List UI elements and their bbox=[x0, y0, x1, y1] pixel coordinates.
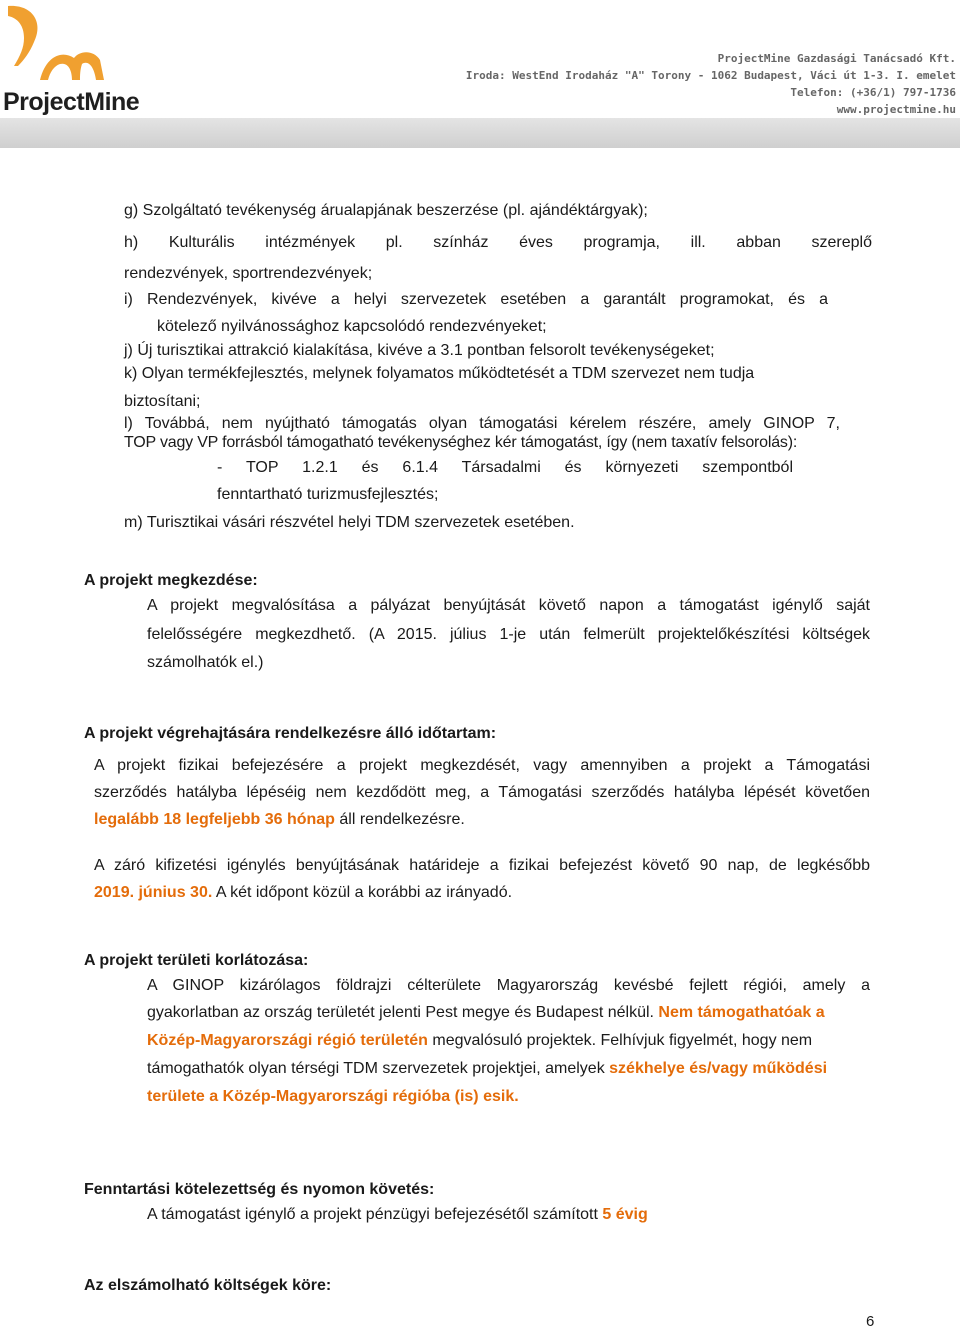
idotartam-line bbox=[94, 884, 512, 902]
idotartam-line bbox=[94, 811, 465, 829]
fenntartasi-line bbox=[147, 1206, 648, 1224]
company-name: ProjectMine Gazdasági Tanácsadó Kft. bbox=[717, 52, 956, 65]
section-heading-koltsegek: Az elszámolható költségek köre: bbox=[84, 1277, 332, 1294]
page-number: 6 bbox=[866, 1313, 875, 1330]
restriction-highlight: területe a Közép-Magyarországi régióba (is) esik. bbox=[147, 1088, 519, 1105]
restriction-highlight: székhelye és/vagy működési bbox=[609, 1060, 828, 1077]
list-item-l-cont: TOP vagy VP forrásból támogatható tevékenységhez kér támogatást, így (nem taxatív felsorolás): bbox=[124, 434, 798, 451]
list-item-j: j) Új turisztikai attrakció kialakítása, kivéve a 3.1 pontban felsorolt tevékenységeket; bbox=[124, 342, 715, 359]
section-heading-teruleti: A projekt területi korlátozása: bbox=[84, 952, 309, 969]
fenntartasi-text: A támogatást igénylő a projekt pénzügyi befejezésétől számított bbox=[147, 1206, 603, 1223]
teruleti-line bbox=[147, 1004, 825, 1022]
sub-item-top-cont: fenntartható turizmusfejlesztés; bbox=[217, 486, 439, 503]
list-item-l: l) Továbbá, nem nyújtható támogatás olyan támogatási kérelem részére, amely GINOP 7, bbox=[124, 415, 840, 432]
section-heading-kezdes: A projekt megkezdése: bbox=[84, 572, 258, 589]
restriction-highlight: Nem támogathatóak a bbox=[658, 1004, 825, 1021]
teruleti-text: gyakorlatban az ország területét jelenti Pest megye és Budapest nélkül. bbox=[147, 1004, 659, 1021]
section-heading-idotartam: A projekt végrehajtására rendelkezésre álló időtartam: bbox=[84, 725, 497, 742]
company-web: www.projectmine.hu bbox=[836, 103, 956, 116]
teruleti-line: A GINOP kizárólagos földrajzi célterülete Magyarország kevésbé fejlett régiói, amely a bbox=[147, 977, 870, 994]
kezdes-line: A projekt megvalósítása a pályázat benyújtását követő napon a támogatást igénylő saját bbox=[147, 597, 870, 614]
deadline-highlight: 2019. június 30. bbox=[94, 884, 213, 901]
sub-item-top: - TOP 1.2.1 és 6.1.4 Társadalmi és környezeti szempontból bbox=[217, 459, 793, 476]
restriction-highlight: Közép-Magyarországi régió területén bbox=[147, 1032, 428, 1049]
idotartam-text: áll rendelkezésre. bbox=[334, 811, 465, 828]
company-phone: Telefon: (+36/1) 797-1736 bbox=[790, 86, 956, 99]
teruleti-text: támogathatók olyan térségi TDM szervezetek projektjei, amelyek bbox=[147, 1060, 610, 1077]
idotartam-line: szerződés hatályba lépéséig nem kezdődött meg, a Támogatási szerződés hatályba lépését követően bbox=[94, 784, 870, 801]
list-item-i: i) Rendezvények, kivéve a helyi szervezetek esetében a garantált programokat, és a bbox=[124, 291, 828, 308]
letterhead bbox=[0, 0, 960, 148]
idotartam-line: A záró kifizetési igénylés benyújtásának határideje a fizikai befejezést követő 90 nap, de legkésőbb bbox=[94, 857, 870, 874]
idotartam-text: A két időpont közül a korábbi az irányadó. bbox=[212, 884, 513, 901]
company-address: Iroda: WestEnd Irodaház "A" Torony - 1062 Budapest, Váci út 1-3. I. emelet bbox=[465, 69, 956, 82]
list-item-k-cont: biztosítani; bbox=[124, 393, 201, 410]
list-item-g: g) Szolgáltató tevékenység árualapjának beszerzése (pl. ajándéktárgyak); bbox=[124, 202, 648, 219]
list-item-m: m) Turisztikai vásári részvétel helyi TDM szervezetek esetében. bbox=[124, 514, 575, 531]
list-item-k: k) Olyan termékfejlesztés, melynek folyamatos működtetését a TDM szervezet nem tudja bbox=[124, 365, 755, 382]
duration-highlight: legalább 18 legfeljebb 36 hónap bbox=[94, 811, 335, 828]
projectmine-logo-icon bbox=[0, 0, 130, 92]
teruleti-line bbox=[147, 1060, 827, 1078]
section-heading-fenntartasi: Fenntartási kötelezettség és nyomon követés: bbox=[84, 1181, 435, 1198]
list-item-i-cont: kötelező nyilvánossághoz kapcsolódó rendezvényeket; bbox=[157, 318, 547, 335]
logo-text: ProjectMine bbox=[3, 88, 140, 116]
header-band bbox=[0, 118, 960, 148]
list-item-h: h) Kulturális intézmények pl. színház éves programja, ill. abban szereplő bbox=[124, 234, 872, 251]
idotartam-line: A projekt fizikai befejezésére a projekt megkezdését, vagy amennyiben a projekt a Támogatási bbox=[94, 757, 870, 774]
kezdes-line: felelősségére megkezdhető. (A 2015. július 1-je után felmerült projektelőkészítési költségek bbox=[147, 626, 870, 643]
period-highlight: 5 évig bbox=[602, 1206, 648, 1223]
list-item-h-cont: rendezvények, sportrendezvények; bbox=[124, 265, 373, 282]
teruleti-text: megvalósuló projektek. Felhívjuk figyelmét, hogy nem bbox=[427, 1032, 813, 1049]
company-info bbox=[466, 50, 956, 118]
teruleti-line bbox=[147, 1032, 812, 1050]
kezdes-line: számolhatók el.) bbox=[147, 654, 264, 671]
